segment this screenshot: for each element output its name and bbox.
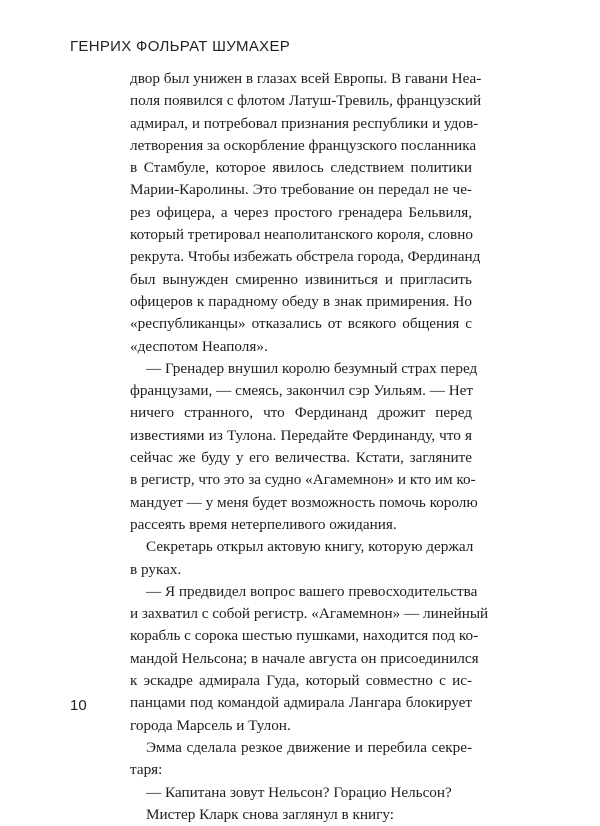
text-line: корабль с сорока шестью пушками, находится под ко- [130,627,479,645]
text-line: — Гренадер внушил королю безумный страх перед [146,359,478,377]
text-line: и захватил с собой регистр. «Агамемнон» — линейный [130,605,489,623]
text-line: — Я предвидел вопрос вашего превосходительства [146,582,478,600]
text-line: двор был унижен в глазах всей Европы. В гавани Неа- [130,70,482,87]
text-line: офицеров к парадному обеду в знак примирения. Но [130,292,472,310]
text-line: мандует — у меня будет возможность помочь королю [130,493,478,511]
text-line: «деспотом Неаполя». [130,337,268,355]
text-line: города Марсель и Тулон. [130,716,291,734]
text-line: поля появился с флотом Латуш-Тревиль, французский [130,92,482,110]
text-line: был вынужден смиренно извиниться и пригласить [130,270,472,288]
text-line: в руках. [130,560,182,578]
body-text [130,68,489,826]
text-line: Мистер Кларк снова заглянул в книгу: [146,805,394,823]
text-line: рассеять время нетерпеливого ожидания. [130,515,397,533]
text-line: адмирал, и потребовал признания республики и удов- [130,114,479,132]
text-line: который третировал неаполитанского короля, словно [130,226,473,244]
text-line: летворения за оскорбление французского посланника [130,136,477,154]
text-line: сейчас же буду у его величества. Кстати, загляните [130,449,472,467]
text-line: к эскадре адмирала Гуда, который совместно с ис- [130,672,472,690]
text-line: панцами под командой адмирала Лангара блокирует [130,694,472,712]
text-line: французами, — смеясь, закончил сэр Уильям. — Нет [130,382,474,400]
text-line: Марии-Каролины. Это требование он передал не че- [130,181,472,199]
text-line: Секретарь открыл актовую книгу, которую держал [146,538,474,556]
text-line: — Капитана зовут Нельсон? Горацио Нельсон? [146,783,452,801]
text-line: рез офицера, а через простого гренадера Бельвиля, [130,203,472,221]
text-line: в регистр, что это за судно «Агамемнон» и кто им ко- [130,471,476,489]
text-line: известиями из Тулона. Передайте Фердинанду, что я [130,426,472,444]
running-header: ГЕНРИХ ФОЛЬРАТ ШУМАХЕР [70,38,291,55]
text-line: рекрута. Чтобы избежать обстрела города, Фердинанд [130,248,481,266]
text-line: мандой Нельсона; в начале августа он присоединился [130,649,479,667]
text-line: таря: [130,761,163,779]
text-line: в Стамбуле, которое явилось следствием политики [130,159,472,177]
text-line: ничего странного, что Фердинанд дрожит перед [130,404,472,422]
text-line: Эмма сделала резкое движение и перебила секре- [146,738,472,756]
page-number: 10 [70,697,87,714]
text-line: «республиканцы» отказались от всякого общения с [130,315,472,333]
